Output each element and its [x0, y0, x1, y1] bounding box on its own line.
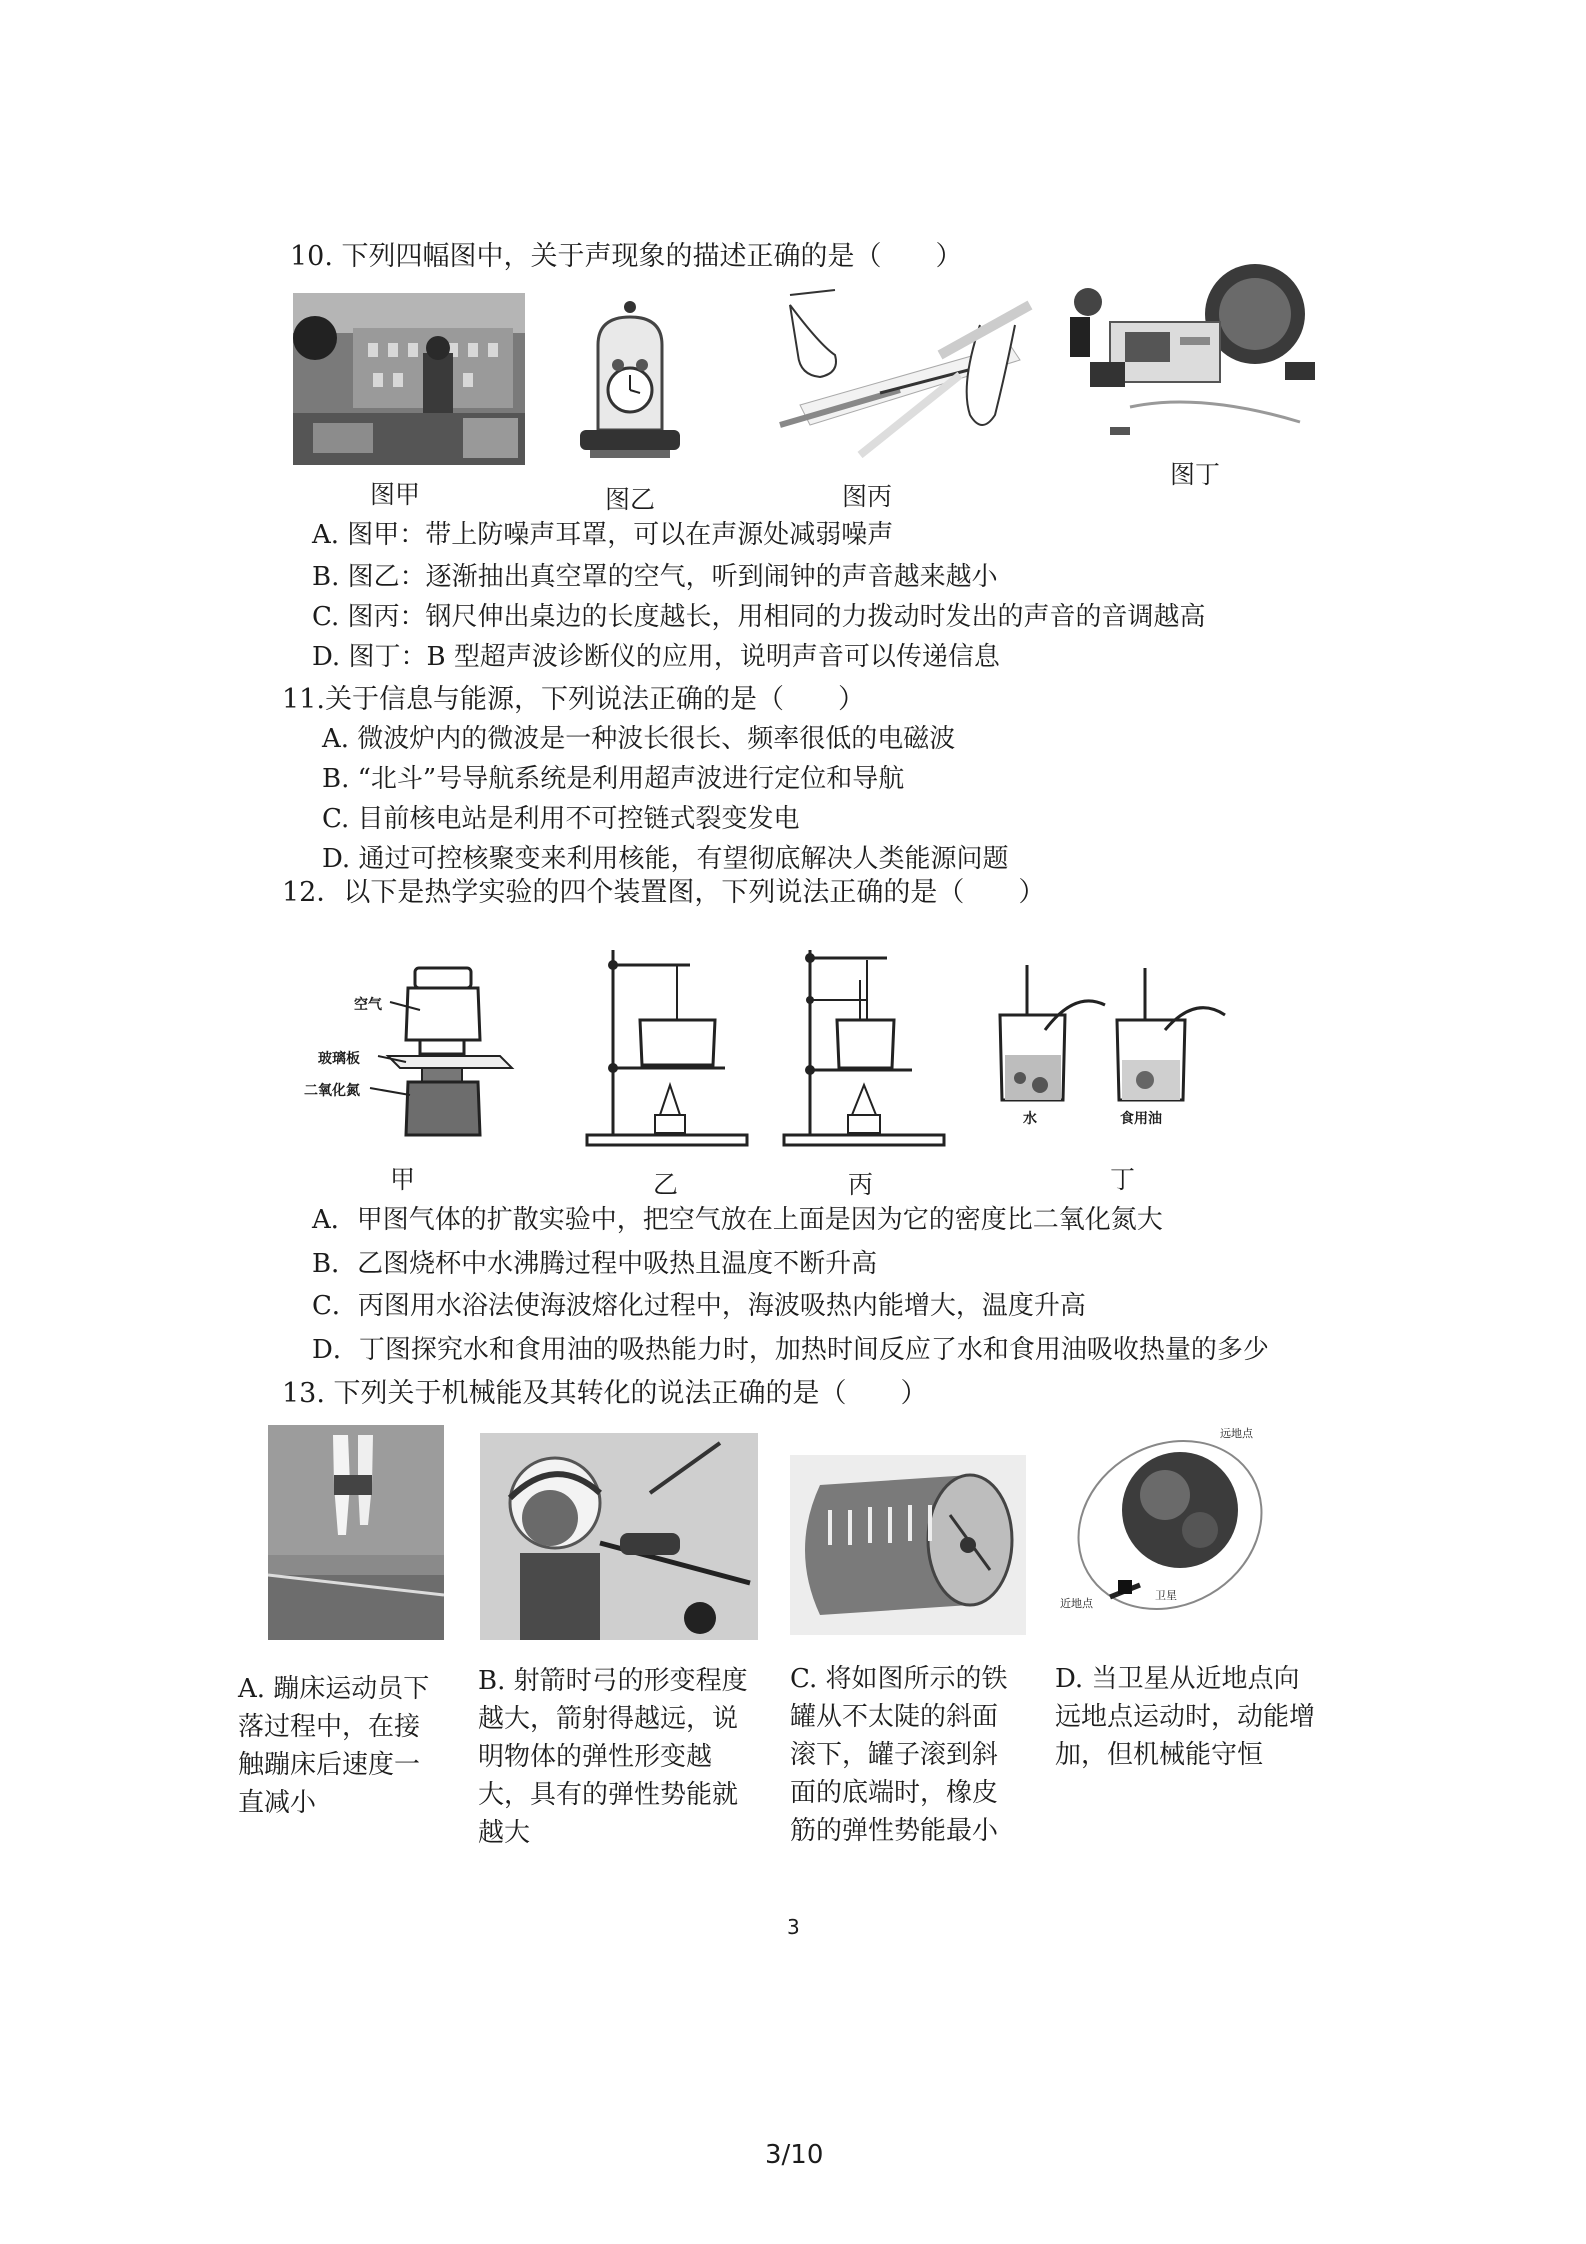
q13-option-b: B. 射箭时弓的形变程度越大，箭射得越远，说明物体的弹性形变越大，具有的弹性势能就越大: [478, 1666, 748, 1848]
q10-option-a: A. 图甲：带上防噪声耳罩，可以在声源处减弱噪声: [312, 520, 894, 550]
q10-caption-yi: 图乙: [605, 485, 656, 514]
q13-label-satellite: 卫星: [1155, 1589, 1177, 1602]
inner-page-number: 3: [787, 1915, 800, 1939]
q13-option-d: D. 当卫星从近地点向远地点运动时，动能增加，但机械能守恒: [1055, 1664, 1316, 1770]
q10-caption-ding: 图丁: [1170, 460, 1221, 489]
q13-option-c: C. 将如图所示的铁罐从不太陡的斜面滚下，罐子滚到斜面的底端时，橡皮筋的弹性势能最小: [790, 1664, 1008, 1846]
footer-page-number: 3/10: [765, 2140, 824, 2170]
q12-option-d: D．丁图探究水和食用油的吸热能力时，加热时间反应了水和食用油吸收热量的多少: [312, 1335, 1269, 1365]
q12-label-no2: 二氧化氮: [304, 1083, 360, 1099]
q11-option-a: A. 微波炉内的微波是一种波长很长、频率很低的电磁波: [322, 724, 956, 754]
q13-question: 13. 下列关于机械能及其转化的说法正确的是（ ）: [282, 1378, 928, 1409]
q12-caption-bing: 丙: [848, 1170, 874, 1199]
q12-figure-ding-beakers: [985, 960, 1235, 1150]
q12-figure-yi-boiling: [585, 940, 750, 1150]
q12-label-water: 水: [1023, 1111, 1037, 1127]
q12-figure-bing-water-bath: [782, 940, 947, 1150]
q12-question: 12．以下是热学实验的四个装置图，下列说法正确的是（ ）: [282, 877, 1046, 908]
q11-option-c: C. 目前核电站是利用不可控链式裂变发电: [322, 804, 800, 834]
q12-label-glass-plate: 玻璃板: [318, 1051, 360, 1067]
q11-option-b: B. “北斗”号导航系统是利用超声波进行定位和导航: [322, 764, 905, 794]
q12-option-c: C．丙图用水浴法使海波熔化过程中，海波吸热内能增大，温度升高: [312, 1291, 1086, 1321]
q10-option-b: B. 图乙：逐渐抽出真空罩的空气，听到闹钟的声音越来越小: [312, 562, 998, 592]
q10-option-d: D. 图丁：B 型超声波诊断仪的应用，说明声音可以传递信息: [312, 642, 1000, 672]
q12-option-a: A．甲图气体的扩散实验中，把空气放在上面是因为它的密度比二氧化氮大: [312, 1205, 1163, 1235]
q12-figure-jia-diffusion: [300, 960, 530, 1150]
q11-option-d: D. 通过可控核聚变来利用核能，有望彻底解决人类能源问题: [322, 844, 1009, 874]
q10-caption-bing: 图丙: [842, 482, 893, 511]
q10-caption-jia: 图甲: [370, 480, 421, 509]
q13-label-apogee: 远地点: [1220, 1427, 1253, 1440]
q10-figure-yi-belljar: [570, 295, 690, 465]
q13-photo-archer: [480, 1433, 758, 1640]
q13-label-perigee: 近地点: [1060, 1597, 1093, 1610]
q12-option-b: B．乙图烧杯中水沸腾过程中吸热且温度不断升高: [312, 1249, 878, 1279]
q13-option-a: A. 蹦床运动员下落过程中，在接触蹦床后速度一直减小: [238, 1674, 430, 1818]
q10-figure-ding-ultrasound: [1070, 262, 1320, 447]
q12-caption-yi: 乙: [653, 1170, 679, 1199]
q12-caption-jia: 甲: [390, 1165, 416, 1194]
q12-label-oil: 食用油: [1120, 1111, 1162, 1127]
q13-photo-can: [790, 1455, 1026, 1635]
q11-question: 11.关于信息与能源，下列说法正确的是（ ）: [282, 684, 865, 715]
q12-label-air: 空气: [354, 997, 382, 1013]
q10-question: 10. 下列四幅图中，关于声现象的描述正确的是（ ）: [290, 241, 963, 272]
q10-option-c: C. 图丙：钢尺伸出桌边的长度越长，用相同的力拨动时发出的声音的音调越高: [312, 602, 1206, 632]
q12-caption-ding: 丁: [1110, 1165, 1136, 1194]
q13-photo-trampoline: [268, 1425, 444, 1640]
q10-figure-jia-photo: [293, 293, 525, 465]
q13-photo-satellite-orbit: [1060, 1425, 1270, 1635]
q10-figure-bing-ruler: [760, 285, 1035, 470]
